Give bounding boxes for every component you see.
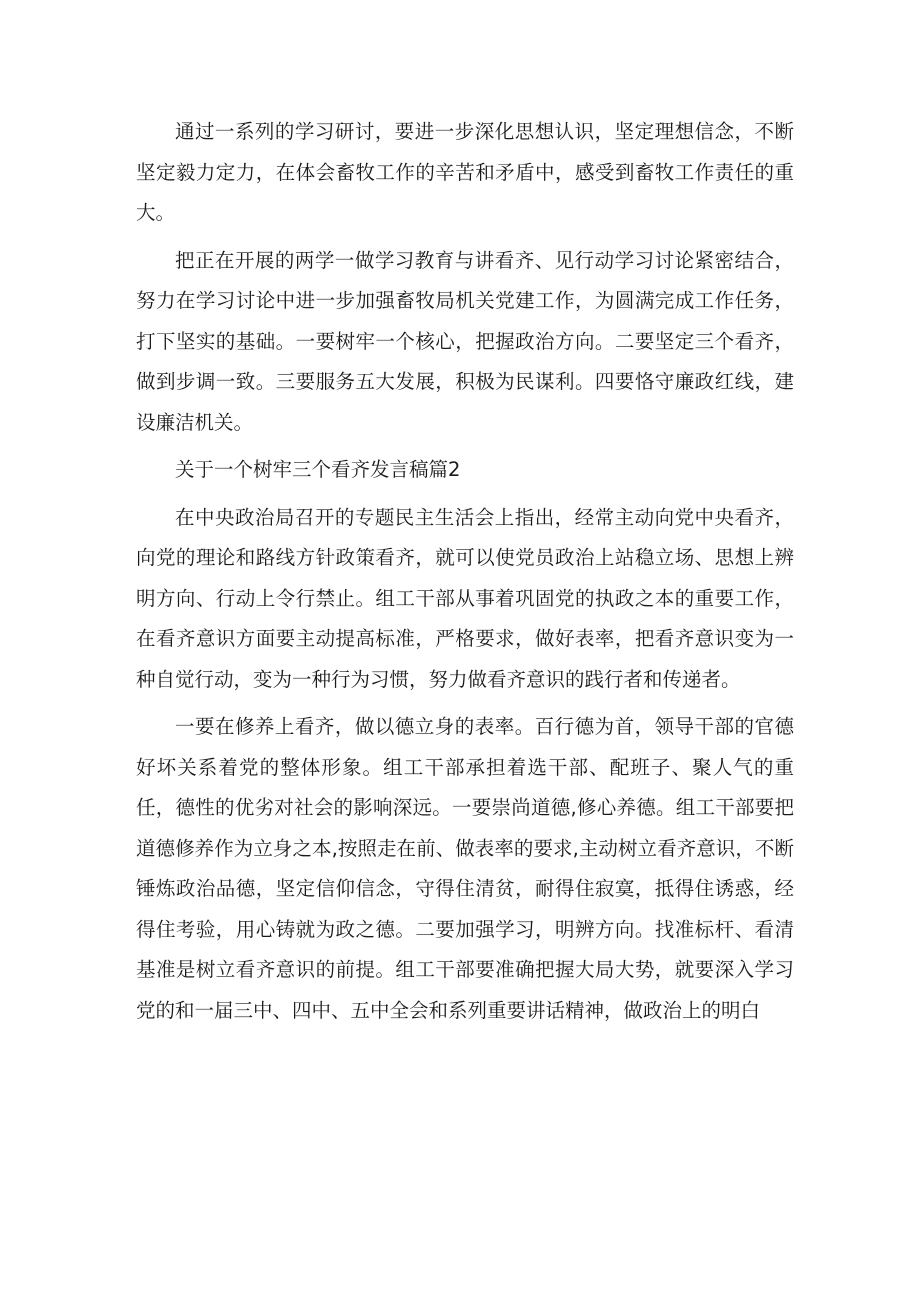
document-body: [136, 112, 794, 1038]
paragraph-4: 一要在修养上看齐，做以德立身的表率。百行德为首，领导干部的官德好坏关系着党的整体形象。组工干部承担着选干部、配班子、聚人气的重任，德性的优劣对社会的影响深远。一要崇尚道德,修心养德。组工干部要把道德修养作为立身之本,按照走在前、做表率的要求,主动树立看齐意识，不断锤炼政治品德，坚定信仰信念，守得住清贫，耐得住寂寞，抵得住诱惑，经得住考验，用心铸就为政之德。二要加强学习，明辨方向。找准标杆、看清基准是树立看齐意识的前提。组工干部要准确把握大局大势，就要深入学习党的和一届三中、四中、五中全会和系列重要讲话精神，做政治上的明白: [136, 715, 794, 1022]
paragraph-3: 在中央政治局召开的专题民主生活会上指出，经常主动向党中央看齐，向党的理论和路线方针政策看齐，就可以使党员政治上站稳立场、思想上辨明方向、行动上令行禁止。组工干部从事着巩固党的执政之本的重要工作，在看齐意识方面要主动提高标准，严格要求，做好表率，把看齐意识变为一种自觉行动，变为一种行为习惯，努力做看齐意识的践行者和传递者。: [136, 505, 794, 691]
paragraph-1: 通过一系列的学习研讨，要进一步深化思想认识，坚定理想信念，不断坚定毅力定力，在体会畜牧工作的辛苦和矛盾中，感受到畜牧工作责任的重大。: [136, 120, 794, 224]
paragraph-2: 把正在开展的两学一做学习教育与讲看齐、见行动学习讨论紧密结合，努力在学习讨论中进一步加强畜牧局机关党建工作，为圆满完成工作任务，打下坚实的基础。一要树牢一个核心，把握政治方向。二要坚定三个看齐，做到步调一致。三要服务五大发展，积极为民谋利。四要恪守廉政红线，建设廉洁机关。: [136, 248, 794, 434]
section-heading: 关于一个树牢三个看齐发言稿篇2: [175, 458, 461, 481]
